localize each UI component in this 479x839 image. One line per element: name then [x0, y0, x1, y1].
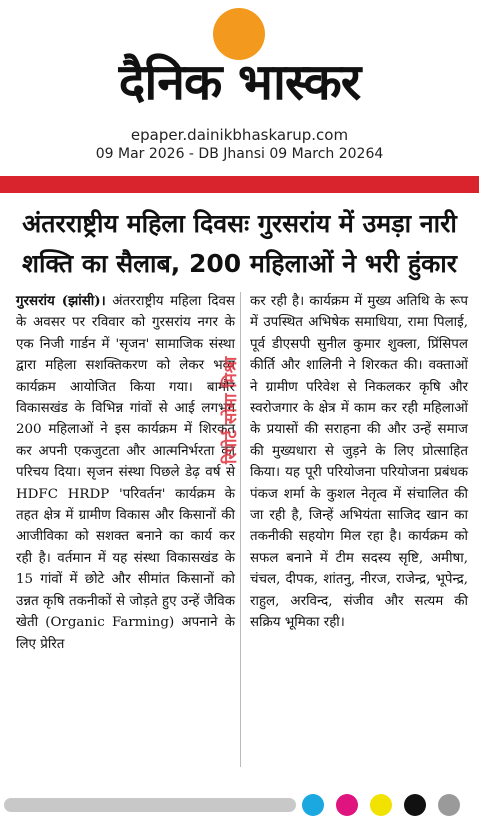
- left-column-text: अंतरराष्ट्रीय महिला दिवस के अवसर पर रविवार को गुरसरांय नगर के एक निजी गार्डन में 'सृजन' सामाजिक संस्था द्वारा महिला सशक्तिकरण को लेकर भव्य कार्यक्रम आयोजित किया गया। बामौर विकासखंड के विभिन्न गांवों से आई लगभग 200 महिलाओं ने इस कार्यक्रम में शिरकत कर अपनी एकजुटता और आत्मनिर्भरता का परिचय दिया। सृजन संस्था पिछले डेढ़ वर्ष से HDFC HRDP 'परिवर्तन' कार्यक्रम के तहत क्षेत्र में ग्रामीण विकास और किसानों की आजीविका को सशक्त बनाने का कार्य कर रही है। वर्तमान में यह संस्था विकासखंड के 15 गांवों में छोटे और सीमांत किसानों को उन्नत कृषि तकनीकों से जोड़ते हुए उन्हें जैविक खेती (Organic Farming) अपनाने के लिए प्रेरित: [16, 294, 235, 652]
- article-dateline: गुरसरांय (झांसी)।: [16, 293, 106, 309]
- reporter-stamp: रिपोर्ट सोमा मिश्रा: [221, 356, 241, 464]
- gray-registration-dot: [438, 794, 460, 816]
- black-registration-dot: [404, 794, 426, 816]
- headline-line-1: अंतरराष्ट्रीय महिला दिवसः गुरसरांय में उमड़ा नारी: [22, 209, 457, 238]
- print-marks-bar: [0, 788, 479, 818]
- article-headline: [8, 204, 471, 284]
- red-divider-bar: [0, 176, 479, 193]
- headline-line-2: शक्ति का सैलाब, 200 महिलाओं ने भरी हुंकार: [21, 249, 457, 278]
- article-column-left: [16, 291, 235, 655]
- yellow-registration-dot: [370, 794, 392, 816]
- scrollbar[interactable]: [4, 798, 296, 812]
- cyan-registration-dot: [302, 794, 324, 816]
- newspaper-logo: दैनिक भास्कर: [118, 53, 361, 111]
- epaper-url: epaper.dainikbhaskarup.com: [130, 126, 349, 144]
- article-column-right: कर रही है। कार्यक्रम में मुख्य अतिथि के रूप में उपस्थित अभिषेक समाधिया, रामा पिलाई, पूर्व डीएसपी सुनील कुमार शुक्ला, प्रिंसिपल कीर्ति और शालिनी ने शिरकत की। वक्ताओं ने ग्रामीण परिवेश से निकलकर कृषि और स्वरोजगार के क्षेत्र में काम कर रही महिलाओं के प्रयासों की सराहना की और उन्हें समाज की मुख्यधारा से जुड़ने के लिए प्रोत्साहित किया। यह पूरी परियोजना परियोजना प्रबंधक पंकज शर्मा के कुशल नेतृत्व में संचालित की जा रही है, जिन्हें अभियंता साजिद खान का तकनीकी सहयोग मिल रहा है। कार्यक्रम को सफल बनाने में टीम सदस्य सृष्टि, अमीषा, चंचल, दीपक, शांतनु, नीरज, राजेन्द्र, भूपेन्द्र, राहुल, अरविन्द, संजीव और सत्यम की सक्रिय भूमिका रही।: [250, 294, 468, 631]
- masthead: [0, 0, 479, 172]
- edition-date: 09 Mar 2026 - DB Jhansi 09 March 20264: [95, 146, 384, 162]
- magenta-registration-dot: [336, 794, 358, 816]
